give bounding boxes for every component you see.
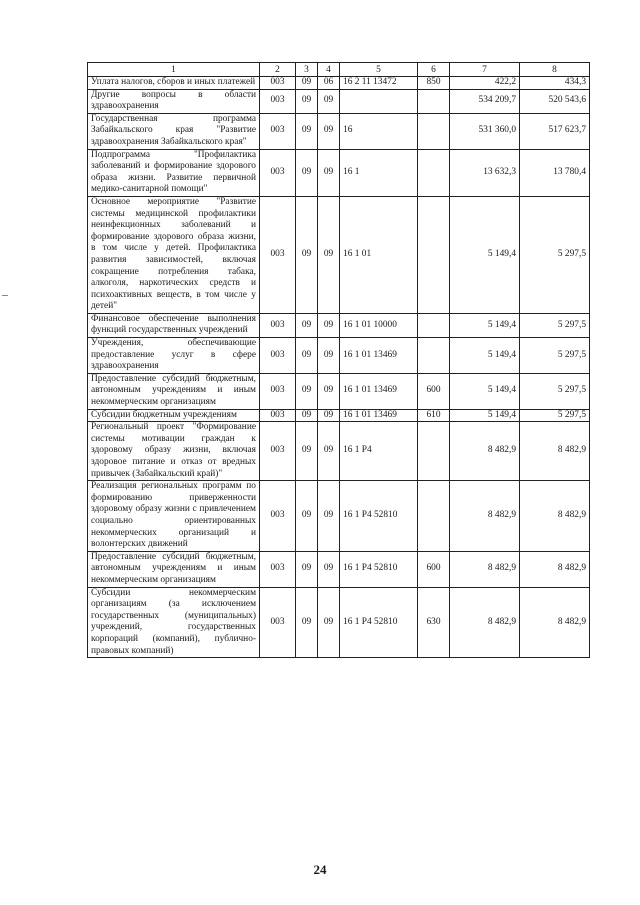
table-row <box>88 113 590 149</box>
row-sum1-cell: 5 149,4 <box>450 338 520 374</box>
row-name-cell: Подпрограмма "Профилактика заболеваний и формирование здорового образа жизни. Развитие первичной медико-санитарной помощи" <box>88 149 260 196</box>
table-row <box>88 77 590 90</box>
row-name-cell: Другие вопросы в области здравоохранения <box>88 89 260 113</box>
row-sum1-cell: 422,2 <box>450 77 520 90</box>
row-sum1-cell: 5 149,4 <box>450 373 520 409</box>
row-rz-cell: 09 <box>296 313 318 337</box>
row-sum2-cell: 5 297,5 <box>520 196 590 313</box>
row-name-cell: Основное мероприятие "Развитие системы медицинской профилактики неинфекционных заболеваний и формирование здорового образа жизни, в том числе у детей. Профилактика развития зависимостей, включая сокращение потребления табака, алкоголя, наркотических средств и психоактивных веществ, в том числе у детей" <box>88 196 260 313</box>
row-rz-cell: 09 <box>296 77 318 90</box>
budget-table <box>87 62 590 658</box>
header-cell-sum2: 8 <box>520 63 590 77</box>
row-grbs-cell: 003 <box>260 587 296 658</box>
row-sum2-cell: 13 780,4 <box>520 149 590 196</box>
row-csr-cell: 16 2 11 13472 <box>340 77 418 90</box>
row-csr-cell: 16 1 <box>340 149 418 196</box>
row-grbs-cell: 003 <box>260 481 296 552</box>
row-pr-cell: 09 <box>318 89 340 113</box>
row-vr-cell <box>418 149 450 196</box>
row-vr-cell: 630 <box>418 587 450 658</box>
row-sum2-cell: 5 297,5 <box>520 313 590 337</box>
row-sum1-cell: 5 149,4 <box>450 313 520 337</box>
table-row <box>88 409 590 422</box>
row-sum2-cell: 8 482,9 <box>520 422 590 481</box>
row-name-cell: Региональный проект "Формирование системы мотивации граждан к здоровому образу жизни, включая здоровое питание и отказ от вредных привычек (Забайкальский край)" <box>88 422 260 481</box>
row-name-cell: Предоставление субсидий бюджетным, автономным учреждениям и иным некоммерческим организациям <box>88 551 260 587</box>
row-csr-cell <box>340 89 418 113</box>
row-pr-cell: 09 <box>318 113 340 149</box>
row-pr-cell: 09 <box>318 313 340 337</box>
row-csr-cell: 16 1 P4 52810 <box>340 587 418 658</box>
row-grbs-cell: 003 <box>260 551 296 587</box>
table-row <box>88 422 590 481</box>
row-pr-cell: 09 <box>318 481 340 552</box>
row-vr-cell: 610 <box>418 409 450 422</box>
table-row <box>88 373 590 409</box>
row-vr-cell <box>418 89 450 113</box>
row-csr-cell: 16 1 01 10000 <box>340 313 418 337</box>
row-name-cell: Государственная программа Забайкальского края "Развитие здравоохранения Забайкальского края" <box>88 113 260 149</box>
row-sum2-cell: 517 623,7 <box>520 113 590 149</box>
table-row <box>88 481 590 552</box>
row-vr-cell <box>418 313 450 337</box>
row-rz-cell: 09 <box>296 196 318 313</box>
table-row <box>88 149 590 196</box>
row-name-cell: Учреждения, обеспечивающие предоставление услуг в сфере здравоохранения <box>88 338 260 374</box>
row-name-cell: Предоставление субсидий бюджетным, автономным учреждениям и иным некоммерческим организациям <box>88 373 260 409</box>
row-vr-cell: 600 <box>418 551 450 587</box>
row-csr-cell: 16 1 P4 <box>340 422 418 481</box>
header-cell-rz: 3 <box>296 63 318 77</box>
row-sum1-cell: 5 149,4 <box>450 409 520 422</box>
row-sum1-cell: 8 482,9 <box>450 422 520 481</box>
row-grbs-cell: 003 <box>260 149 296 196</box>
header-cell-pr: 4 <box>318 63 340 77</box>
row-name-cell: Реализация региональных программ по формированию приверженности здоровому образу жизни с привлечением социально ориентированных некоммерческих организаций и волонтерских движений <box>88 481 260 552</box>
row-rz-cell: 09 <box>296 113 318 149</box>
row-pr-cell: 06 <box>318 77 340 90</box>
row-sum2-cell: 5 297,5 <box>520 409 590 422</box>
row-rz-cell: 09 <box>296 149 318 196</box>
row-sum2-cell: 520 543,6 <box>520 89 590 113</box>
row-grbs-cell: 003 <box>260 89 296 113</box>
header-cell-csr: 5 <box>340 63 418 77</box>
row-csr-cell: 16 1 P4 52810 <box>340 481 418 552</box>
row-rz-cell: 09 <box>296 422 318 481</box>
row-rz-cell: 09 <box>296 89 318 113</box>
row-name-cell: Финансовое обеспечение выполнения функций государственных учреждений <box>88 313 260 337</box>
row-csr-cell: 16 1 01 13469 <box>340 373 418 409</box>
row-pr-cell: 09 <box>318 196 340 313</box>
row-csr-cell: 16 1 01 13469 <box>340 338 418 374</box>
row-rz-cell: 09 <box>296 587 318 658</box>
row-vr-cell <box>418 196 450 313</box>
row-rz-cell: 09 <box>296 481 318 552</box>
table-row <box>88 587 590 658</box>
row-csr-cell: 16 <box>340 113 418 149</box>
row-csr-cell: 16 1 01 <box>340 196 418 313</box>
row-vr-cell <box>418 481 450 552</box>
row-vr-cell <box>418 422 450 481</box>
header-cell-grbs: 2 <box>260 63 296 77</box>
row-grbs-cell: 003 <box>260 422 296 481</box>
row-sum1-cell: 8 482,9 <box>450 481 520 552</box>
header-row <box>88 63 590 77</box>
row-grbs-cell: 003 <box>260 409 296 422</box>
row-grbs-cell: 003 <box>260 338 296 374</box>
row-grbs-cell: 003 <box>260 77 296 90</box>
row-csr-cell: 16 1 01 13469 <box>340 409 418 422</box>
page-number: 24 <box>313 862 327 877</box>
row-sum2-cell: 8 482,9 <box>520 551 590 587</box>
table-row <box>88 338 590 374</box>
row-vr-cell: 600 <box>418 373 450 409</box>
row-rz-cell: 09 <box>296 373 318 409</box>
row-rz-cell: 09 <box>296 338 318 374</box>
row-pr-cell: 09 <box>318 149 340 196</box>
row-sum1-cell: 8 482,9 <box>450 551 520 587</box>
row-grbs-cell: 003 <box>260 196 296 313</box>
row-name-cell: Субсидии некоммерческим организациям (за исключением государственных (муниципальных) учреждений, государственных корпораций (компаний), публично-правовых компаний) <box>88 587 260 658</box>
row-sum2-cell: 5 297,5 <box>520 373 590 409</box>
row-pr-cell: 09 <box>318 373 340 409</box>
row-vr-cell <box>418 338 450 374</box>
row-rz-cell: 09 <box>296 409 318 422</box>
row-pr-cell: 09 <box>318 587 340 658</box>
header-cell-vr: 6 <box>418 63 450 77</box>
row-sum2-cell: 8 482,9 <box>520 481 590 552</box>
row-sum2-cell: 8 482,9 <box>520 587 590 658</box>
row-pr-cell: 09 <box>318 551 340 587</box>
margin-scan-mark <box>2 295 8 296</box>
row-sum1-cell: 531 360,0 <box>450 113 520 149</box>
row-pr-cell: 09 <box>318 338 340 374</box>
row-sum2-cell: 434,3 <box>520 77 590 90</box>
row-sum1-cell: 8 482,9 <box>450 587 520 658</box>
row-pr-cell: 09 <box>318 409 340 422</box>
header-cell-name: 1 <box>88 63 260 77</box>
header-cell-sum1: 7 <box>450 63 520 77</box>
row-sum1-cell: 5 149,4 <box>450 196 520 313</box>
row-name-cell: Субсидии бюджетным учреждениям <box>88 409 260 422</box>
row-name-cell: Уплата налогов, сборов и иных платежей <box>88 77 260 90</box>
table-row <box>88 89 590 113</box>
table-row <box>88 551 590 587</box>
row-vr-cell <box>418 113 450 149</box>
row-sum1-cell: 534 209,7 <box>450 89 520 113</box>
row-vr-cell: 850 <box>418 77 450 90</box>
row-pr-cell: 09 <box>318 422 340 481</box>
table-row <box>88 313 590 337</box>
row-grbs-cell: 003 <box>260 113 296 149</box>
table-row <box>88 196 590 313</box>
row-sum1-cell: 13 632,3 <box>450 149 520 196</box>
row-rz-cell: 09 <box>296 551 318 587</box>
row-grbs-cell: 003 <box>260 373 296 409</box>
row-grbs-cell: 003 <box>260 313 296 337</box>
row-sum2-cell: 5 297,5 <box>520 338 590 374</box>
row-csr-cell: 16 1 P4 52810 <box>340 551 418 587</box>
